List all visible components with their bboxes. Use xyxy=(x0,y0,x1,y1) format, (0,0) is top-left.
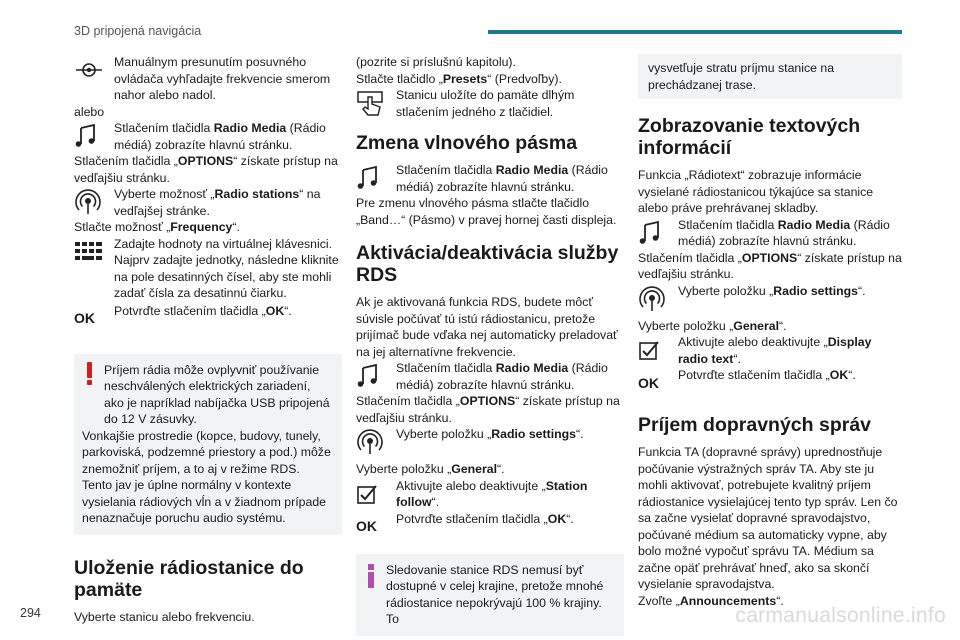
options-text: Stlačením tlačidla „OPTIONS“ získate prístup na vedľajšiu stránku. xyxy=(74,154,338,185)
info-text: Sledovanie stanice RDS nemusí byť dostupné v celej krajine, pretože mnohé rádiostanice nepokrývajú 100 % krajiny. To xyxy=(386,562,604,626)
music-note-icon xyxy=(356,361,392,391)
general-text: Vyberte položku „General“. xyxy=(638,318,787,333)
body-text: Funkcia „Rádiotext“ zobrazuje informácie vysielané rádiostanicou týkajúce sa stanice alebo práve prehrávanej skladby. xyxy=(638,168,874,215)
step-text: Aktivujte alebo deaktivujte „Display radio text“. xyxy=(678,335,872,366)
section-heading: Príjem dopravných správ xyxy=(638,414,872,436)
info-icon xyxy=(368,564,374,570)
radio-signal-icon xyxy=(74,187,110,217)
ok-button-icon: OK xyxy=(356,518,377,535)
warning-icon xyxy=(87,362,92,378)
radio-settings-step xyxy=(638,283,902,314)
body-text: Funkcia TA (dopravné správy) uprednostňuje počúvanie výstražných správ TA. Aby ste ju mohli aktivovať, potrebujete kvalitný príjem rádiostanice vysielajúcej tento typ správ. Len čo sa začne vysielať dopravné spravodajstvo, počúvané médium sa automaticky vypne, aby bolo možné vypočuť správu TA. Médium sa začne opäť prehrávať hneď, ako sa skončí vysielanie spravodajstva. xyxy=(638,445,898,591)
info-box xyxy=(356,554,624,636)
header-accent-bar xyxy=(488,30,902,34)
radio-media-step xyxy=(356,162,624,195)
watermark: carmanualsonline.info xyxy=(735,604,946,627)
ok-step xyxy=(356,511,624,542)
warning-box xyxy=(74,354,342,535)
radio-settings-step xyxy=(356,426,624,457)
keypad-icon xyxy=(74,237,110,267)
section-heading: Zmena vlnového pásma xyxy=(356,132,578,154)
warning-text-1: Príjem rádia môže ovplyvniť používanie neschválených elektrických zariadení, ako je napríklad nabíjačka USB pripojená do 12 V zásuvky. xyxy=(104,362,330,426)
column-1 xyxy=(74,54,342,625)
or-text: alebo xyxy=(74,104,105,119)
section-heading: Aktivácia/deaktivácia služby RDS xyxy=(356,242,619,286)
header-title: 3D pripojená navigácia xyxy=(74,24,202,38)
section-heading: Uloženie rádiostanice do pamäte xyxy=(74,556,304,601)
tuning-slider-icon xyxy=(74,55,110,85)
body-text: Pre zmenu vlnového pásma stlačte tlačidlo „Band…“ (Pásmo) v pravej hornej časti displeja. xyxy=(356,196,617,227)
step-text: Zadajte hodnoty na virtuálnej klávesnici. Najprv zadajte jednotky, následne kliknite na pole desatinných čísel, aby ste mohli zadať čísla za desatinnú čiarku. xyxy=(114,236,339,300)
hand-press-icon xyxy=(356,88,392,118)
music-note-icon xyxy=(638,218,674,248)
column-2 xyxy=(356,54,624,640)
step-text: Potvrďte stlačením tlačidla „OK“. xyxy=(678,368,856,382)
step-text: Stlačením tlačidla Radio Media (Rádio médiá) zobrazíte hlavnú stránku. xyxy=(396,361,608,392)
music-note-icon xyxy=(74,121,110,151)
ok-step xyxy=(638,367,902,398)
radio-media-step xyxy=(638,217,902,250)
body-text: Vyberte stanicu alebo frekvenciu. xyxy=(74,609,255,624)
section-heading: Zobrazovanie textových informácií xyxy=(638,115,861,159)
options-text: Stlačením tlačidla „OPTIONS“ získate prístup na vedľajšiu stránku. xyxy=(638,250,902,281)
step-text: Aktivujte alebo deaktivujte „Station follow“. xyxy=(396,478,588,509)
radio-signal-icon xyxy=(356,427,392,457)
body-text: (pozrite si príslušnú kapitolu). xyxy=(356,55,516,69)
page-number: 294 xyxy=(20,606,41,620)
ok-button-icon: OK xyxy=(74,310,95,327)
checkbox-icon xyxy=(638,335,674,365)
body-text: Ak je aktivovaná funkcia RDS, budete môcť súvisle počúvať tú istú rádiostanicu, pretože prijímač bude vďaka nej automaticky preladovať na jej alternatívne frekvencie. xyxy=(356,295,618,359)
toggle-step xyxy=(638,334,902,367)
radio-signal-icon xyxy=(638,284,674,314)
step-text: Vyberte možnosť „Radio stations“ na vedľajšej stránke. xyxy=(114,187,321,218)
ok-step xyxy=(74,303,342,334)
warning-text-2: Vonkajšie prostredie (kopce, budovy, tunely, parkoviská, podzemné priestory a pod.) môže znemožniť príjem, a to aj v režime RDS. Tento jav je úplne normálny v kontexte vysielania rádiových vĺn a v žiadnom prípade nenaznačuje poruchu audio systému. xyxy=(82,428,331,525)
step-text: Stlačením tlačidla Radio Media (Rádio médiá) zobrazíte hlavnú stránku. xyxy=(678,217,890,248)
step-text: Stlačením tlačidla Radio Media (Rádio médiá) zobrazíte hlavnú stránku. xyxy=(114,121,326,152)
column-3 xyxy=(638,54,902,609)
music-note-icon xyxy=(356,163,392,193)
frequency-text: Stlačte možnosť „Frequency“. xyxy=(74,220,240,234)
announcements-text: Zvoľte „Announcements“. xyxy=(638,593,784,608)
step-text: Manuálnym presunutím posuvného ovládača vyhľadajte frekvencie smerom nahor alebo nadol. xyxy=(114,55,331,102)
radio-media-step xyxy=(356,360,624,393)
options-text: Stlačením tlačidla „OPTIONS“ získate prístup na vedľajšiu stránku. xyxy=(356,394,620,425)
checkbox-icon xyxy=(356,479,392,509)
step-text: Vyberte položku „Radio settings“. xyxy=(678,283,866,298)
ok-button-icon: OK xyxy=(638,374,659,391)
step-text: Vyberte položku „Radio settings“. xyxy=(396,427,584,441)
radio-stations-step xyxy=(74,186,342,219)
presets-text: Stlačte tlačidlo „Presets“ (Predvoľby). xyxy=(356,71,562,86)
radio-media-step xyxy=(74,120,342,153)
toggle-step xyxy=(356,478,624,511)
keyboard-step xyxy=(74,236,342,302)
step-text: Stanicu uložíte do pamäte dlhým stlačením jedného z tlačidiel. xyxy=(396,88,575,119)
info-box-continued: vysvetľuje stratu príjmu stanice na prechádzanej trase. xyxy=(638,54,902,99)
store-step xyxy=(356,87,624,120)
step-text: Potvrďte stlačením tlačidla „OK“. xyxy=(114,303,292,318)
general-text: Vyberte položku „General“. xyxy=(356,462,505,476)
step-text: Potvrďte stlačením tlačidla „OK“. xyxy=(396,511,574,526)
slider-step xyxy=(74,54,342,104)
step-text: Stlačením tlačidla Radio Media (Rádio médiá) zobrazíte hlavnú stránku. xyxy=(396,163,608,194)
